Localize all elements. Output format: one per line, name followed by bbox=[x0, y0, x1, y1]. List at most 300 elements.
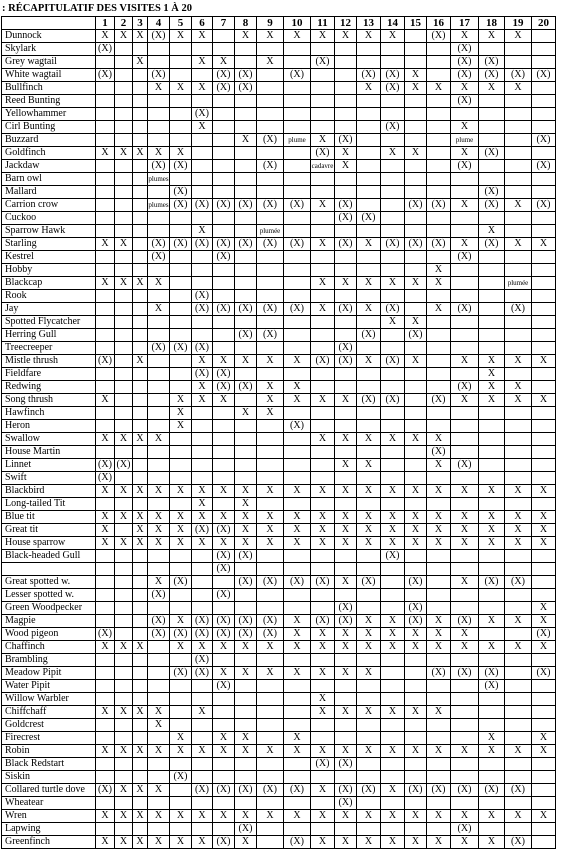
visit-mark-cell bbox=[357, 368, 381, 381]
visit-mark-cell: (X) bbox=[427, 199, 451, 212]
visit-mark-cell: (X) bbox=[284, 576, 311, 589]
visit-mark-cell bbox=[133, 212, 148, 225]
species-row bbox=[2, 836, 556, 849]
visit-mark-cell bbox=[479, 342, 505, 355]
visit-mark-cell bbox=[192, 147, 213, 160]
visit-mark-cell: X bbox=[357, 30, 381, 43]
visit-mark-cell bbox=[505, 134, 532, 147]
visit-mark-cell: X bbox=[427, 628, 451, 641]
visit-mark-cell bbox=[170, 784, 192, 797]
visit-mark-cell bbox=[115, 550, 133, 563]
visit-mark-cell: (X) bbox=[170, 342, 192, 355]
visit-mark-cell bbox=[335, 823, 357, 836]
species-row bbox=[2, 758, 556, 771]
visit-mark-cell bbox=[532, 459, 556, 472]
visit-mark-cell bbox=[96, 823, 115, 836]
visit-mark-cell: X bbox=[170, 147, 192, 160]
visit-mark-cell: (X) bbox=[405, 784, 427, 797]
visit-mark-cell: X bbox=[479, 641, 505, 654]
visit-mark-cell bbox=[284, 147, 311, 160]
visit-mark-cell bbox=[96, 576, 115, 589]
visit-mark-cell: (X) bbox=[170, 628, 192, 641]
visit-mark-cell: (X) bbox=[213, 563, 235, 576]
visit-mark-cell bbox=[479, 550, 505, 563]
visit-mark-cell bbox=[257, 277, 284, 290]
species-name: Magpie bbox=[2, 615, 96, 628]
visit-mark-cell bbox=[357, 381, 381, 394]
visit-mark-cell: X bbox=[96, 537, 115, 550]
visit-mark-cell bbox=[133, 329, 148, 342]
visit-mark-cell bbox=[505, 264, 532, 277]
visit-mark-cell bbox=[148, 368, 170, 381]
visit-mark-cell bbox=[192, 771, 213, 784]
visit-mark-cell bbox=[479, 108, 505, 121]
visit-mark-cell: (X) bbox=[235, 576, 257, 589]
visit-mark-cell bbox=[192, 160, 213, 173]
visit-mark-cell bbox=[335, 251, 357, 264]
visit-mark-cell bbox=[133, 472, 148, 485]
visit-mark-cell: X bbox=[133, 511, 148, 524]
visit-mark-cell bbox=[235, 160, 257, 173]
visit-mark-cell bbox=[192, 602, 213, 615]
visit-mark-cell: X bbox=[192, 225, 213, 238]
visit-mark-cell bbox=[257, 433, 284, 446]
visit-mark-cell: X bbox=[381, 615, 405, 628]
visit-mark-cell bbox=[213, 95, 235, 108]
visit-mark-cell bbox=[451, 589, 479, 602]
visit-mark-cell: X bbox=[96, 30, 115, 43]
visit-mark-cell: X bbox=[257, 355, 284, 368]
visit-mark-cell: (X) bbox=[284, 238, 311, 251]
visit-mark-cell: X bbox=[335, 706, 357, 719]
visit-mark-cell: X bbox=[257, 745, 284, 758]
visit-mark-cell bbox=[479, 121, 505, 134]
visit-mark-cell bbox=[192, 251, 213, 264]
visit-mark-cell: X bbox=[170, 537, 192, 550]
visit-mark-cell: X bbox=[381, 628, 405, 641]
species-name: Rook bbox=[2, 290, 96, 303]
visit-mark-cell bbox=[532, 836, 556, 849]
species-name: Siskin bbox=[2, 771, 96, 784]
visit-mark-cell bbox=[505, 550, 532, 563]
visit-mark-cell: (X) bbox=[170, 667, 192, 680]
visit-mark-cell bbox=[427, 602, 451, 615]
visit-mark-cell bbox=[335, 563, 357, 576]
visit-mark-cell: (X) bbox=[451, 381, 479, 394]
visit-mark-cell: X bbox=[257, 667, 284, 680]
visit-mark-cell: X bbox=[115, 30, 133, 43]
visit-mark-cell bbox=[192, 433, 213, 446]
visit-mark-cell: X bbox=[357, 238, 381, 251]
visit-mark-cell bbox=[133, 589, 148, 602]
visit-mark-cell: (X) bbox=[115, 459, 133, 472]
visit-mark-cell bbox=[257, 836, 284, 849]
visit-mark-cell bbox=[96, 95, 115, 108]
visit-mark-cell: X bbox=[96, 511, 115, 524]
visit-mark-cell bbox=[148, 316, 170, 329]
visit-mark-cell bbox=[381, 732, 405, 745]
visit-mark-cell bbox=[311, 420, 335, 433]
visit-mark-cell: X bbox=[96, 433, 115, 446]
visit-mark-cell: X bbox=[405, 628, 427, 641]
visit-mark-cell bbox=[532, 329, 556, 342]
species-name: Swallow bbox=[2, 433, 96, 446]
visit-mark-cell: X bbox=[505, 810, 532, 823]
visit-mark-cell bbox=[133, 95, 148, 108]
visit-mark-cell bbox=[96, 797, 115, 810]
visit-mark-cell: X bbox=[335, 524, 357, 537]
visit-mark-cell bbox=[257, 446, 284, 459]
visit-mark-cell bbox=[427, 43, 451, 56]
visit-mark-cell bbox=[170, 381, 192, 394]
visit-mark-cell bbox=[427, 407, 451, 420]
visit-mark-cell bbox=[115, 95, 133, 108]
visit-mark-cell bbox=[505, 290, 532, 303]
visit-mark-cell bbox=[427, 355, 451, 368]
visit-mark-cell: X bbox=[405, 316, 427, 329]
species-row bbox=[2, 173, 556, 186]
visit-mark-cell bbox=[148, 680, 170, 693]
visit-mark-cell bbox=[505, 56, 532, 69]
visit-mark-cell: X bbox=[357, 82, 381, 95]
visit-mark-cell: X bbox=[235, 810, 257, 823]
visit-mark-cell bbox=[213, 342, 235, 355]
visit-mark-cell: X bbox=[532, 641, 556, 654]
visit-mark-cell bbox=[427, 719, 451, 732]
visit-mark-cell: X bbox=[284, 511, 311, 524]
visit-mark-cell: (X) bbox=[451, 43, 479, 56]
visit-mark-cell bbox=[405, 407, 427, 420]
visit-mark-cell bbox=[357, 160, 381, 173]
visit-mark-cell bbox=[532, 563, 556, 576]
visit-mark-cell: X bbox=[335, 511, 357, 524]
visit-mark-cell: X bbox=[170, 524, 192, 537]
visit-mark-cell bbox=[148, 667, 170, 680]
visit-mark-cell: (X) bbox=[170, 576, 192, 589]
visit-mark-cell: X bbox=[235, 30, 257, 43]
visit-mark-cell bbox=[479, 602, 505, 615]
visit-mark-cell: X bbox=[479, 381, 505, 394]
visit-mark-cell bbox=[405, 368, 427, 381]
visit-mark-cell bbox=[479, 459, 505, 472]
visit-mark-cell bbox=[115, 472, 133, 485]
visit-mark-cell: X bbox=[257, 524, 284, 537]
visit-mark-cell bbox=[532, 95, 556, 108]
visit-mark-cell bbox=[284, 407, 311, 420]
visit-mark-cell bbox=[213, 329, 235, 342]
visit-mark-cell bbox=[192, 459, 213, 472]
visit-mark-cell: (X) bbox=[257, 576, 284, 589]
visit-mark-cell: X bbox=[284, 810, 311, 823]
visit-mark-cell bbox=[235, 680, 257, 693]
visit-mark-cell bbox=[213, 134, 235, 147]
visit-mark-cell: X bbox=[381, 641, 405, 654]
visit-mark-cell: X bbox=[427, 836, 451, 849]
visit-mark-cell: X bbox=[257, 511, 284, 524]
visit-mark-cell bbox=[133, 121, 148, 134]
visit-mark-cell: X bbox=[115, 147, 133, 160]
visit-mark-cell bbox=[235, 277, 257, 290]
visit-mark-cell bbox=[133, 303, 148, 316]
visit-mark-cell: X bbox=[381, 277, 405, 290]
visit-mark-cell bbox=[257, 797, 284, 810]
visit-mark-cell bbox=[451, 368, 479, 381]
visit-mark-cell bbox=[505, 160, 532, 173]
visit-mark-cell: X bbox=[257, 810, 284, 823]
visit-mark-cell bbox=[133, 43, 148, 56]
visit-mark-cell bbox=[115, 693, 133, 706]
visit-mark-cell bbox=[381, 498, 405, 511]
visit-mark-cell bbox=[235, 719, 257, 732]
visit-mark-cell bbox=[505, 420, 532, 433]
visit-mark-cell bbox=[357, 95, 381, 108]
visit-mark-cell bbox=[284, 342, 311, 355]
visit-mark-cell bbox=[235, 225, 257, 238]
visit-mark-cell: cadavre bbox=[311, 160, 335, 173]
visit-mark-cell bbox=[405, 56, 427, 69]
visit-mark-cell: X bbox=[311, 277, 335, 290]
visit-mark-cell: X bbox=[284, 485, 311, 498]
visit-mark-cell bbox=[284, 186, 311, 199]
visit-mark-cell: X bbox=[451, 537, 479, 550]
visit-mark-cell: X bbox=[405, 511, 427, 524]
visit-mark-cell bbox=[235, 147, 257, 160]
species-row bbox=[2, 823, 556, 836]
species-row bbox=[2, 238, 556, 251]
visit-mark-cell: X bbox=[405, 433, 427, 446]
visit-mark-cell bbox=[235, 433, 257, 446]
visit-mark-cell: (X) bbox=[451, 823, 479, 836]
visit-mark-cell bbox=[381, 160, 405, 173]
visit-mark-cell: X bbox=[505, 381, 532, 394]
visit-mark-cell: X bbox=[532, 810, 556, 823]
visit-mark-cell: X bbox=[96, 524, 115, 537]
visit-mark-cell bbox=[357, 602, 381, 615]
visit-mark-cell bbox=[133, 602, 148, 615]
visit-mark-cell bbox=[133, 368, 148, 381]
visit-mark-cell bbox=[170, 693, 192, 706]
visit-mark-cell: X bbox=[235, 537, 257, 550]
visit-mark-cell: (X) bbox=[213, 524, 235, 537]
visit-mark-cell: (X) bbox=[148, 628, 170, 641]
visit-mark-cell: X bbox=[451, 511, 479, 524]
visit-mark-cell bbox=[381, 602, 405, 615]
visit-mark-cell bbox=[357, 680, 381, 693]
visit-mark-cell: X bbox=[96, 836, 115, 849]
species-row bbox=[2, 784, 556, 797]
visit-mark-cell: (X) bbox=[357, 576, 381, 589]
visit-mark-cell: (X) bbox=[257, 784, 284, 797]
visit-mark-cell bbox=[284, 563, 311, 576]
visit-mark-cell bbox=[284, 823, 311, 836]
visit-mark-cell: X bbox=[213, 641, 235, 654]
visit-mark-cell bbox=[335, 680, 357, 693]
visit-mark-cell: (X) bbox=[213, 615, 235, 628]
visit-mark-cell: X bbox=[115, 784, 133, 797]
visit-mark-cell: (X) bbox=[532, 134, 556, 147]
visit-mark-cell bbox=[192, 589, 213, 602]
visit-mark-cell: (X) bbox=[381, 303, 405, 316]
species-row bbox=[2, 537, 556, 550]
visit-mark-cell bbox=[96, 498, 115, 511]
visit-mark-cell: (X) bbox=[479, 238, 505, 251]
visit-mark-cell bbox=[451, 316, 479, 329]
species-name: Great tit bbox=[2, 524, 96, 537]
species-name: Bullfinch bbox=[2, 82, 96, 95]
visit-mark-cell bbox=[381, 173, 405, 186]
visit-mark-cell bbox=[257, 368, 284, 381]
visit-mark-cell bbox=[235, 446, 257, 459]
visit-mark-cell: X bbox=[148, 524, 170, 537]
visit-mark-cell: X bbox=[357, 524, 381, 537]
visit-mark-cell: X bbox=[170, 732, 192, 745]
visit-mark-cell: X bbox=[532, 524, 556, 537]
visit-mark-cell: X bbox=[532, 238, 556, 251]
visit-mark-cell: X bbox=[284, 381, 311, 394]
visit-mark-cell: (X) bbox=[451, 459, 479, 472]
visit-mark-cell: X bbox=[357, 628, 381, 641]
visit-mark-cell bbox=[357, 199, 381, 212]
visit-mark-cell: (X) bbox=[235, 69, 257, 82]
visit-mark-cell bbox=[479, 407, 505, 420]
visit-mark-cell bbox=[427, 797, 451, 810]
visit-mark-cell: X bbox=[192, 745, 213, 758]
species-name: Treecreeper bbox=[2, 342, 96, 355]
visit-mark-cell bbox=[479, 706, 505, 719]
visit-mark-cell bbox=[148, 420, 170, 433]
species-name: Hawfinch bbox=[2, 407, 96, 420]
visit-mark-cell bbox=[381, 654, 405, 667]
visit-mark-cell bbox=[451, 212, 479, 225]
visit-mark-cell: X bbox=[213, 810, 235, 823]
visit-number-header: 16 bbox=[427, 17, 451, 30]
visit-mark-cell bbox=[427, 121, 451, 134]
visit-mark-cell: X bbox=[427, 511, 451, 524]
visit-mark-cell: X bbox=[381, 485, 405, 498]
visit-mark-cell bbox=[170, 472, 192, 485]
visit-mark-cell: X bbox=[357, 511, 381, 524]
visit-mark-cell bbox=[213, 706, 235, 719]
visit-mark-cell: X bbox=[479, 355, 505, 368]
visit-mark-cell: X bbox=[505, 394, 532, 407]
species-row bbox=[2, 771, 556, 784]
visit-mark-cell: X bbox=[427, 264, 451, 277]
visit-mark-cell bbox=[381, 407, 405, 420]
visit-mark-cell bbox=[213, 186, 235, 199]
visit-mark-cell: (X) bbox=[213, 238, 235, 251]
visit-mark-cell: X bbox=[335, 459, 357, 472]
visit-mark-cell bbox=[381, 680, 405, 693]
visit-mark-cell bbox=[335, 43, 357, 56]
visit-number-header: 17 bbox=[451, 17, 479, 30]
header-row bbox=[2, 17, 556, 30]
visit-mark-cell bbox=[257, 95, 284, 108]
visit-mark-cell: (X) bbox=[213, 381, 235, 394]
visit-mark-cell bbox=[284, 797, 311, 810]
visit-mark-cell: X bbox=[148, 810, 170, 823]
species-name: Skylark bbox=[2, 43, 96, 56]
visit-mark-cell bbox=[505, 758, 532, 771]
visit-mark-cell bbox=[235, 472, 257, 485]
visit-mark-cell bbox=[335, 186, 357, 199]
visit-mark-cell: X bbox=[311, 511, 335, 524]
visit-mark-cell: X bbox=[96, 485, 115, 498]
visit-mark-cell bbox=[505, 823, 532, 836]
visit-mark-cell bbox=[115, 498, 133, 511]
visit-mark-cell: X bbox=[405, 485, 427, 498]
visit-mark-cell bbox=[115, 420, 133, 433]
visit-mark-cell bbox=[257, 82, 284, 95]
visit-mark-cell: X bbox=[335, 745, 357, 758]
visit-mark-cell: (X) bbox=[532, 160, 556, 173]
species-name: Goldcrest bbox=[2, 719, 96, 732]
sheet-title: : RÉCAPITULATIF DES VISITES 1 À 20 bbox=[2, 3, 193, 14]
visit-mark-cell bbox=[170, 589, 192, 602]
species-name: Redwing bbox=[2, 381, 96, 394]
visit-mark-cell bbox=[213, 121, 235, 134]
visit-mark-cell bbox=[505, 589, 532, 602]
visit-mark-cell: X bbox=[451, 836, 479, 849]
visit-mark-cell bbox=[284, 446, 311, 459]
visit-mark-cell: X bbox=[257, 56, 284, 69]
visit-mark-cell: X bbox=[192, 381, 213, 394]
visit-mark-cell bbox=[427, 95, 451, 108]
visit-mark-cell: X bbox=[257, 381, 284, 394]
visit-mark-cell: X bbox=[115, 836, 133, 849]
visit-mark-cell bbox=[357, 251, 381, 264]
visit-mark-cell bbox=[115, 108, 133, 121]
visit-mark-cell: (X) bbox=[257, 628, 284, 641]
species-row bbox=[2, 602, 556, 615]
visit-mark-cell bbox=[405, 134, 427, 147]
species-row bbox=[2, 342, 556, 355]
species-name: Brambling bbox=[2, 654, 96, 667]
visit-mark-cell bbox=[311, 446, 335, 459]
visit-mark-cell: X bbox=[311, 238, 335, 251]
visit-mark-cell bbox=[115, 576, 133, 589]
visit-mark-cell: X bbox=[311, 667, 335, 680]
visit-mark-cell: (X) bbox=[427, 784, 451, 797]
visit-mark-cell bbox=[115, 654, 133, 667]
visit-mark-cell bbox=[148, 550, 170, 563]
species-row bbox=[2, 420, 556, 433]
visit-mark-cell: X bbox=[213, 667, 235, 680]
visit-mark-cell bbox=[133, 316, 148, 329]
visit-mark-cell: X bbox=[257, 641, 284, 654]
visit-mark-cell bbox=[235, 654, 257, 667]
visit-mark-cell: X bbox=[335, 641, 357, 654]
visit-mark-cell: X bbox=[148, 745, 170, 758]
visit-mark-cell bbox=[311, 225, 335, 238]
visit-mark-cell bbox=[311, 264, 335, 277]
visit-mark-cell bbox=[381, 212, 405, 225]
visit-mark-cell: X bbox=[133, 485, 148, 498]
visit-mark-cell: (X) bbox=[284, 784, 311, 797]
visit-mark-cell: X bbox=[284, 641, 311, 654]
visit-mark-cell bbox=[532, 225, 556, 238]
visit-mark-cell bbox=[148, 212, 170, 225]
species-row bbox=[2, 394, 556, 407]
visit-mark-cell bbox=[115, 589, 133, 602]
visit-mark-cell bbox=[235, 706, 257, 719]
visit-mark-cell: X bbox=[192, 485, 213, 498]
visit-mark-cell: X bbox=[357, 433, 381, 446]
visit-number-header: 9 bbox=[257, 17, 284, 30]
visit-mark-cell bbox=[451, 446, 479, 459]
visit-mark-cell bbox=[213, 758, 235, 771]
species-name: House sparrow bbox=[2, 537, 96, 550]
visit-mark-cell bbox=[479, 823, 505, 836]
